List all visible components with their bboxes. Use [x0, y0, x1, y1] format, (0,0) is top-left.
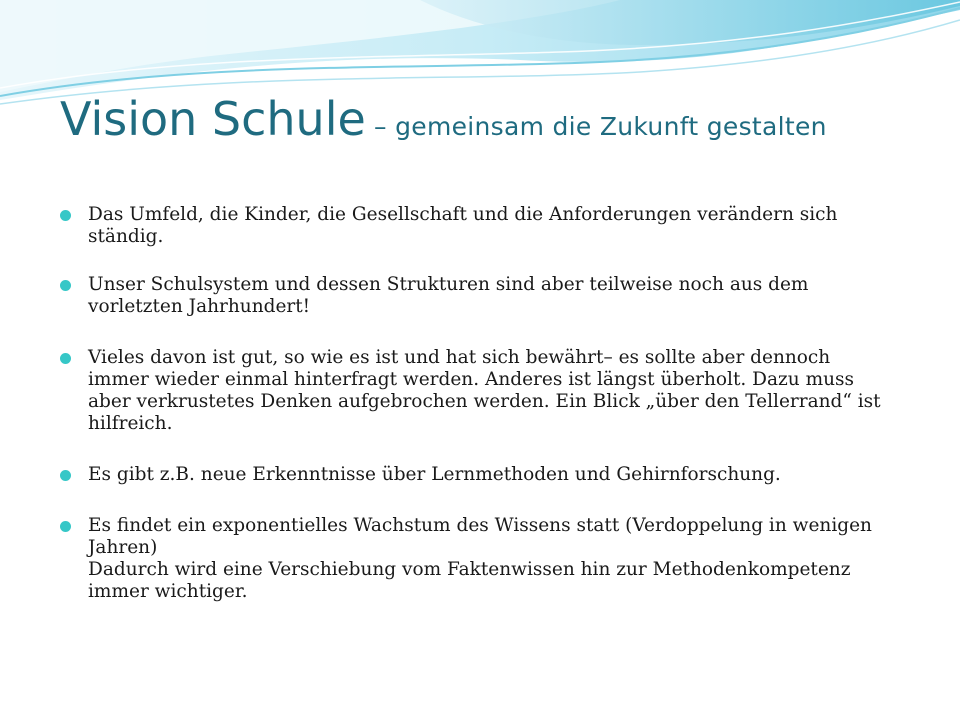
slide-title: [60, 92, 940, 147]
bullet-item: [60, 464, 920, 486]
bullet-text: [88, 204, 920, 248]
bullet-line: Es gibt z.B. neue Erkenntnisse über Lernmethoden und Gehirnforschung.: [88, 464, 781, 485]
bullet-text: [88, 274, 920, 318]
bullet-item: [60, 515, 920, 603]
bullet-text: [88, 515, 920, 603]
bullet-dot-icon: [60, 521, 71, 532]
bullet-line: Es findet ein exponentielles Wachstum des Wissens statt (Verdoppelung in wenigen: [88, 515, 872, 536]
bullet-line: Dadurch wird eine Verschiebung vom Faktenwissen hin zur Methodenkompetenz: [88, 559, 851, 580]
bullet-text: [88, 347, 920, 435]
bullet-dot-icon: [60, 210, 71, 221]
bullet-dot-icon: [60, 353, 71, 364]
bullet-dot-icon: [60, 280, 71, 291]
title-main: Vision Schule: [60, 92, 366, 146]
bullet-line: vorletzten Jahrhundert!: [88, 296, 311, 317]
bullet-item: [60, 274, 920, 318]
bullet-dot-icon: [60, 470, 71, 481]
bullet-text: [88, 464, 920, 486]
bullet-line: Jahren): [88, 537, 158, 558]
bullet-line: ständig.: [88, 226, 164, 247]
bullet-line: Unser Schulsystem und dessen Strukturen sind aber teilweise noch aus dem: [88, 274, 809, 295]
bullet-line: hilfreich.: [88, 413, 173, 434]
bullet-line: immer wichtiger.: [88, 581, 248, 602]
bullet-line: immer wieder einmal hinterfragt werden. Anderes ist längst überholt. Dazu muss: [88, 369, 855, 390]
title-subtitle: – gemeinsam die Zukunft gestalten: [365, 112, 827, 141]
bullet-line: Das Umfeld, die Kinder, die Gesellschaft und die Anforderungen verändern sich: [88, 204, 838, 225]
bullet-line: aber verkrustetes Denken aufgebrochen werden. Ein Blick „über den Tellerrand“ ist: [88, 391, 881, 412]
bullet-line: Vieles davon ist gut, so wie es ist und hat sich bewährt– es sollte aber dennoch: [88, 347, 831, 368]
bullet-item: [60, 347, 920, 435]
bullet-item: [60, 204, 920, 248]
bullet-list: [60, 204, 920, 629]
